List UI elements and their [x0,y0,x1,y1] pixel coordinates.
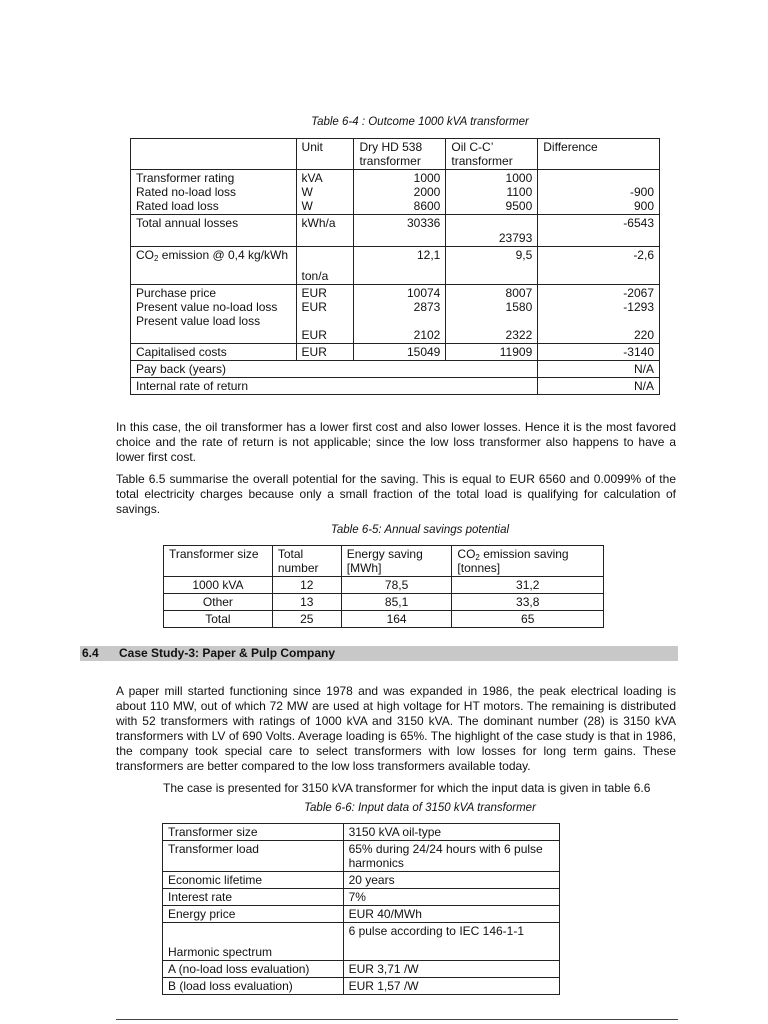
table-row [164,577,604,594]
oil-cell: 23793 [446,215,538,247]
table-row [131,215,660,247]
row-label: Capitalised costs [131,344,297,361]
table-6-6 [162,823,560,995]
number-cell: 13 [272,594,341,611]
row-label: Purchase price Present value no-load loss Present value load loss [131,285,297,344]
co2-cell: 31,2 [452,577,604,594]
diff-cell: -900 900 [538,170,660,215]
header-cell [131,139,297,170]
table-row [163,824,560,841]
unit-cell: EUR EUR EUR [296,285,354,344]
table-row [131,247,660,285]
param-cell: Energy price [163,906,344,923]
unit-cell: ton/a [296,247,354,285]
footer-divider [116,1019,678,1020]
header-cell: Total number [272,546,341,577]
table-row [163,961,560,978]
table-row [163,889,560,906]
header-cell: Energy saving [MWh] [341,546,452,577]
value-cell: 6 pulse according to IEC 146-1-1 [343,923,559,961]
table-row [163,872,560,889]
value-cell: 3150 kVA oil-type [343,824,559,841]
oil-cell: 9,5 [446,247,538,285]
param-cell: Harmonic spectrum [163,923,344,961]
section-title: Case Study-3: Paper & Pulp Company [119,646,336,660]
oil-cell: 1000 1100 9500 [446,170,538,215]
energy-cell: 85,1 [341,594,452,611]
paragraph-saving-potential: Table 6.5 summarise the overall potential for the saving. This is equal to EUR 6560 and 0.0099% of the total electricity charges because only a small fraction of the total load is qualifying for calculation of savings. [116,472,676,516]
param-cell: Interest rate [163,889,344,906]
dry-cell: 10074 2873 2102 [354,285,446,344]
value-cell: EUR 1,57 /W [343,978,559,995]
value-cell: 7% [343,889,559,906]
table-6-6-caption: Table 6-6: Input data of 3150 kVA transformer [304,802,536,814]
table-header-row [164,546,604,577]
table-header-row [131,139,660,170]
header-cell: $CO_2$ emission saving [tonnes] [452,546,604,577]
row-label: Total annual losses [131,215,297,247]
table-row [131,378,660,395]
header-cell: Transformer size [164,546,273,577]
param-cell: A (no-load loss evaluation) [163,961,344,978]
dry-cell: 1000 2000 8600 [354,170,446,215]
table-row [131,170,660,215]
table-row [131,285,660,344]
diff-cell: N/A [538,361,660,378]
param-cell: Transformer load [163,841,344,872]
section-heading [80,646,678,661]
diff-cell: -2,6 [538,247,660,285]
param-cell: Transformer size [163,824,344,841]
table-6-5 [163,545,604,628]
oil-cell: 8007 1580 2322 [446,285,538,344]
paragraph-oil-transformer: In this case, the oil transformer has a lower first cost and also lower losses. Hence it is the most favored choice and the rate of return is not applicable; since the low loss transformer also happens to have a lower first cost. [116,420,676,464]
diff-cell: -2067 -1293 220 [538,285,660,344]
diff-cell: -6543 [538,215,660,247]
value-cell: 65% during 24/24 hours with 6 pulse harmonics [343,841,559,872]
paragraph-case-study: A paper mill started functioning since 1978 and was expanded in 1986, the peak electrical loading is about 110 MW, out of which 72 MW are used at high voltage for HT motors. The remaining is distributed with 52 transformers with ratings of 1000 kVA and 3150 kVA. The dominant number (28) is 3150 kVA transformers with LV of 690 Volts. Average loading is 65%. The highlight of the case study is that in 1986, the company took special care to select transformers with low losses for long term gains. These transformers are better compared to the low loss transformers available today. [116,684,676,773]
co2-cell: 33,8 [452,594,604,611]
table-6-4-caption: Table 6-4 : Outcome 1000 kVA transformer [311,116,529,128]
dry-cell: 15049 [354,344,446,361]
number-cell: 12 [272,577,341,594]
diff-cell: N/A [538,378,660,395]
section-number: 6.4 [82,646,99,660]
size-cell: Other [164,594,273,611]
param-cell: Economic lifetime [163,872,344,889]
table-row [163,906,560,923]
header-cell: Dry HD 538 transformer [354,139,446,170]
energy-cell: 164 [341,611,452,628]
header-cell: Unit [296,139,354,170]
table-6-5-caption: Table 6-5: Annual savings potential [330,524,510,536]
header-cell: Difference [538,139,660,170]
unit-cell: kVA W W [296,170,354,215]
number-cell: 25 [272,611,341,628]
value-cell: 20 years [343,872,559,889]
value-cell: EUR 40/MWh [343,906,559,923]
table-row [163,923,560,961]
unit-cell: kWh/a [296,215,354,247]
diff-cell: -3140 [538,344,660,361]
table-6-4 [130,138,660,395]
dry-cell: 12,1 [354,247,446,285]
row-label: $CO_2$ emission @ 0,4 kg/kWh [131,247,297,285]
table-row [163,978,560,995]
row-label: Pay back (years) [131,361,538,378]
co2-cell: 65 [452,611,604,628]
row-label: Internal rate of return [131,378,538,395]
size-cell: Total [164,611,273,628]
table-row [163,841,560,872]
oil-cell: 11909 [446,344,538,361]
header-cell: Oil C-C’ transformer [446,139,538,170]
unit-cell: EUR [296,344,354,361]
table-row [164,594,604,611]
row-label: Transformer rating Rated no-load loss Rated load loss [131,170,297,215]
table-row [131,344,660,361]
dry-cell: 30336 [354,215,446,247]
table-row [164,611,604,628]
paragraph-input-data-intro: The case is presented for 3150 kVA transformer for which the input data is given in table 6.6 [163,781,651,795]
energy-cell: 78,5 [341,577,452,594]
size-cell: 1000 kVA [164,577,273,594]
value-cell: EUR 3,71 /W [343,961,559,978]
param-cell: B (load loss evaluation) [163,978,344,995]
table-row [131,361,660,378]
